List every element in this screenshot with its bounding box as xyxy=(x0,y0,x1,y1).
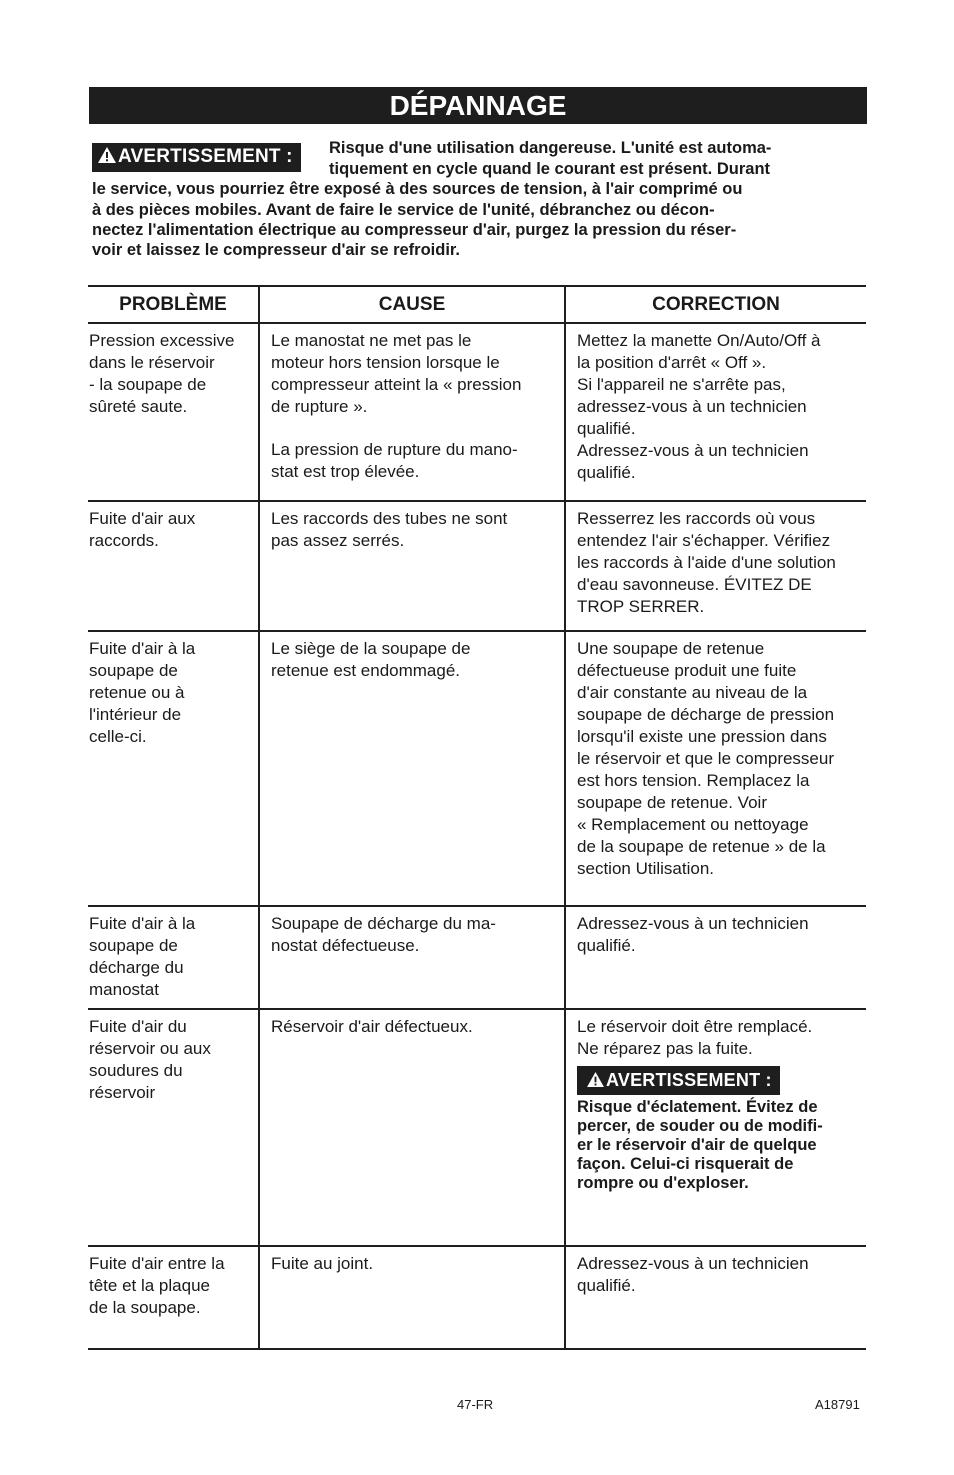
page-title: DÉPANNAGE xyxy=(89,87,867,124)
problem-text-line: soupape de xyxy=(89,661,178,680)
problem-cell xyxy=(88,906,259,1009)
table-row xyxy=(88,1009,866,1246)
cause-cell xyxy=(259,501,565,631)
correction-text-line: TROP SERRER. xyxy=(577,597,705,616)
page-number: 47-FR xyxy=(457,1397,494,1412)
correction-cell xyxy=(565,1246,866,1349)
cause-text-line: stat est trop élevée. xyxy=(271,462,420,481)
intro-text-line: nectez l'alimentation électrique au compresseur d'air, purgez la pression du réser- xyxy=(92,221,737,239)
correction-text-line: Resserrez les raccords où vous xyxy=(577,509,816,528)
correction-text-line: de la soupape de retenue » de la xyxy=(577,837,826,856)
correction-cell xyxy=(565,323,866,501)
correction-text-line: les raccords à l'aide d'une solution xyxy=(577,553,836,572)
problem-text-line: raccords. xyxy=(89,531,159,550)
correction-text-line: d'eau savonneuse. ÉVITEZ DE xyxy=(577,575,812,594)
header-probleme: PROBLÈME xyxy=(88,286,259,323)
cause-text-line: Soupape de décharge du ma- xyxy=(271,914,496,933)
document-code: A18791 xyxy=(815,1397,860,1412)
problem-text-line: réservoir xyxy=(89,1083,156,1102)
problem-cell xyxy=(88,1009,259,1246)
problem-text-line: Fuite d'air à la xyxy=(89,914,196,933)
intro-text-line: voir et laissez le compresseur d'air se refroidir. xyxy=(92,241,461,259)
cause-cell xyxy=(259,323,565,501)
intro-text-line: le service, vous pourriez être exposé à des sources de tension, à l'air comprimé ou xyxy=(92,180,743,198)
cause-text-line: Le siège de la soupape de xyxy=(271,639,471,658)
problem-text-line: Fuite d'air entre la xyxy=(89,1254,225,1273)
problem-text-line: Fuite d'air à la xyxy=(89,639,196,658)
cause-text-line: pas assez serrés. xyxy=(271,531,405,550)
correction-text-line: qualifié. xyxy=(577,1276,636,1295)
problem-text-line: manostat xyxy=(89,980,159,999)
cause-text-line: moteur hors tension lorsque le xyxy=(271,353,500,372)
header-cause: CAUSE xyxy=(259,286,565,323)
cause-cell xyxy=(259,906,565,1009)
correction-text-line: Adressez-vous à un technicien xyxy=(577,914,809,933)
warning-text-line: percer, de souder ou de modifi- xyxy=(577,1117,823,1135)
cause-text-line: de rupture ». xyxy=(271,397,368,416)
correction-cell xyxy=(565,501,866,631)
correction-text-line: qualifié. xyxy=(577,936,636,955)
warning-icon xyxy=(587,1067,604,1095)
problem-cell xyxy=(88,501,259,631)
table-header-row xyxy=(88,286,866,323)
troubleshooting-table xyxy=(88,285,866,1350)
problem-text-line: soupape de xyxy=(89,936,178,955)
warning-badge xyxy=(92,143,301,173)
cause-cell xyxy=(259,631,565,906)
problem-text-line: dans le réservoir xyxy=(89,353,215,372)
table-row xyxy=(88,1246,866,1349)
intro-text-line: à des pièces mobiles. Avant de faire le service de l'unité, débranchez ou décon- xyxy=(92,201,715,219)
warning-badge-label: AVERTISSEMENT : xyxy=(606,1070,772,1090)
correction-text-line: Adressez-vous à un technicien xyxy=(577,1254,809,1273)
warning-text-line: façon. Celui-ci risquerait de xyxy=(577,1155,794,1173)
correction-text-line: Ne réparez pas la fuite. xyxy=(577,1039,753,1058)
correction-text-line: adressez-vous à un technicien xyxy=(577,397,807,416)
problem-text-line: décharge du xyxy=(89,958,184,977)
cause-cell xyxy=(259,1009,565,1246)
cause-text-line xyxy=(271,418,560,439)
correction-text-line: qualifié. xyxy=(577,419,636,438)
warning-text-line: Risque d'éclatement. Évitez de xyxy=(577,1098,818,1116)
problem-text-line: sûreté saute. xyxy=(89,397,188,416)
correction-text-line: Adressez-vous à un technicien xyxy=(577,441,809,460)
problem-text-line: - la soupape de xyxy=(89,375,207,394)
correction-text-line: Mettez la manette On/Auto/Off à xyxy=(577,331,821,350)
cause-text-line: Fuite au joint. xyxy=(271,1254,374,1273)
intro-text-line: tiquement en cycle quand le courant est présent. Durant xyxy=(329,160,771,178)
correction-text-line: Le réservoir doit être remplacé. xyxy=(577,1017,813,1036)
correction-text-line: qualifié. xyxy=(577,463,636,482)
problem-text-line: tête et la plaque xyxy=(89,1276,210,1295)
cause-text-line: Les raccords des tubes ne sont xyxy=(271,509,508,528)
warning-badge xyxy=(577,1066,862,1095)
correction-text-line: d'air constante au niveau de la xyxy=(577,683,808,702)
problem-text-line: Fuite d'air aux xyxy=(89,509,196,528)
header-correction: CORRECTION xyxy=(565,286,866,323)
correction-text-line: lorsqu'il existe une pression dans xyxy=(577,727,827,746)
correction-cell xyxy=(565,1009,866,1246)
correction-text-line: défectueuse produit une fuite xyxy=(577,661,797,680)
cause-text-line: La pression de rupture du mano- xyxy=(271,440,518,459)
cause-cell xyxy=(259,1246,565,1349)
cause-text-line: Le manostat ne met pas le xyxy=(271,331,472,350)
problem-cell xyxy=(88,323,259,501)
correction-text-line: le réservoir et que le compresseur xyxy=(577,749,835,768)
cause-text-line: retenue est endommagé. xyxy=(271,661,461,680)
problem-cell xyxy=(88,631,259,906)
correction-text-line: Si l'appareil ne s'arrête pas, xyxy=(577,375,786,394)
table-row xyxy=(88,631,866,906)
table-row xyxy=(88,501,866,631)
problem-text-line: de la soupape. xyxy=(89,1298,201,1317)
cause-text-line: Réservoir d'air défectueux. xyxy=(271,1017,473,1036)
correction-text-line: section Utilisation. xyxy=(577,859,715,878)
correction-text-line: Une soupape de retenue xyxy=(577,639,765,658)
problem-text-line: Pression excessive xyxy=(89,331,235,350)
cause-text-line: compresseur atteint la « pression xyxy=(271,375,522,394)
warning-text xyxy=(577,1098,862,1193)
correction-cell xyxy=(565,631,866,906)
cause-text-line: nostat défectueuse. xyxy=(271,936,420,955)
correction-text-line: la position d'arrêt « Off ». xyxy=(577,353,767,372)
problem-text-line: l'intérieur de xyxy=(89,705,182,724)
correction-text-line: « Remplacement ou nettoyage xyxy=(577,815,809,834)
problem-text-line: celle-ci. xyxy=(89,727,147,746)
problem-text-line: retenue ou à xyxy=(89,683,185,702)
table-row xyxy=(88,906,866,1009)
table-row xyxy=(88,323,866,501)
correction-cell xyxy=(565,906,866,1009)
correction-text-line: soupape de décharge de pression xyxy=(577,705,835,724)
warning-text-line: er le réservoir d'air de quelque xyxy=(577,1136,817,1154)
correction-text-line: est hors tension. Remplacez la xyxy=(577,771,810,790)
intro-text-line: Risque d'une utilisation dangereuse. L'unité est automa- xyxy=(329,139,772,157)
problem-text-line: Fuite d'air du xyxy=(89,1017,187,1036)
warning-icon xyxy=(98,144,116,172)
warning-badge-label: AVERTISSEMENT : xyxy=(118,146,293,167)
problem-cell xyxy=(88,1246,259,1349)
correction-text-line: entendez l'air s'échapper. Vérifiez xyxy=(577,531,831,550)
problem-text-line: soudures du xyxy=(89,1061,183,1080)
problem-text-line: réservoir ou aux xyxy=(89,1039,211,1058)
warning-text-line: rompre ou d'exploser. xyxy=(577,1174,749,1192)
correction-text-line: soupape de retenue. Voir xyxy=(577,793,767,812)
